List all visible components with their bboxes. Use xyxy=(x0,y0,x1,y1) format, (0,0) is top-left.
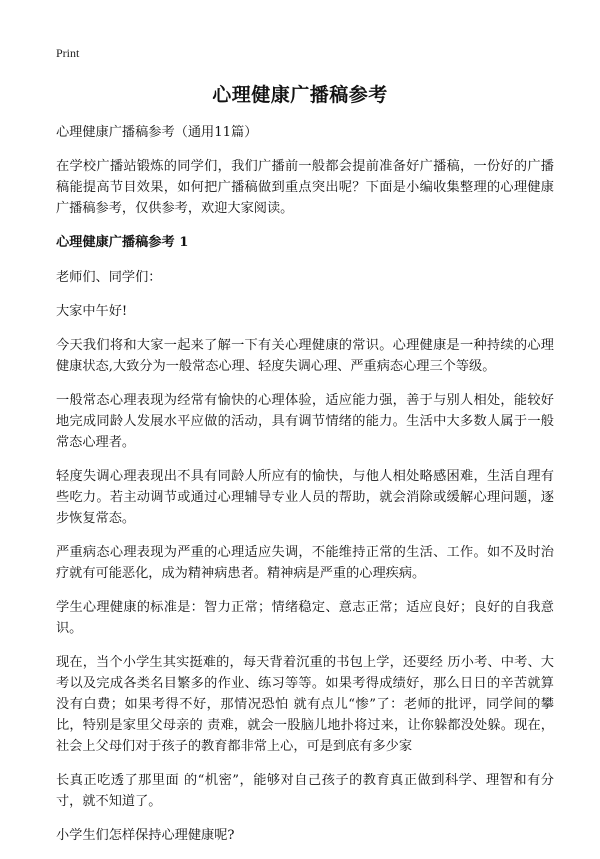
document-title: 心理健康广播稿参考 xyxy=(212,84,388,106)
document-body xyxy=(56,122,554,859)
paragraph: 一般常态心理表现为经常有愉快的心理体验，适应能力强，善于与别人相处，能较好地完成同龄人发展水平应做的活动，具有调节情绪的能力。生活中大多数人属于一般常态心理者。 xyxy=(56,393,554,450)
paragraph: 心理健康广播稿参考（通用11篇） xyxy=(56,125,258,140)
paragraph: 小学生们怎样保持心理健康呢? xyxy=(56,828,235,843)
paragraph: 轻度失调心理表现出不具有同龄人所应有的愉快，与他人相处略感困难，生活自理有些吃力。若主动调节或通过心理辅导专业人员的帮助，就会消除或缓解心理问题，逐步恢复常态。 xyxy=(56,469,554,526)
paragraph: 大家中午好! xyxy=(56,304,128,319)
paragraph: 学生心理健康的标准是：智力正常；情绪稳定、意志正常；适应良好；良好的自我意识。 xyxy=(56,600,554,636)
paragraph: 老师们、同学们： xyxy=(56,270,162,285)
paragraph: 严重病态心理表现为严重的心理适应失调，不能维持正常的生活、工作。如不及时治疗就有可能恶化，成为精神病患者。精神病是严重的心理疾病。 xyxy=(56,545,554,581)
section-heading: 心理健康广播稿参考 1 xyxy=(56,235,189,250)
print-link[interactable]: Print xyxy=(56,46,80,60)
paragraph: 在学校广播站锻炼的同学们，我们广播前一般都会提前准备好广播稿，一份好的广播稿能提高节目效果，如何把广播稿做到重点突出呢？下面是小编收集整理的心理健康广播稿参考，仅供参考，欢迎大家阅读。 xyxy=(56,159,554,216)
paragraph: 长真正吃透了那里面 的“机密”，能够对自己孩子的教育真正做到科学、理智和有分寸，就不知道了。 xyxy=(56,773,554,809)
paragraph: 今天我们将和大家一起来了解一下有关心理健康的常识。心理健康是一种持续的心理健康状态,大致分为一般常态心理、轻度失调心理、严重病态心理三个等级。 xyxy=(56,338,554,374)
paragraph: 现在，当个小学生其实挺难的，每天背着沉重的书包上学，还要经 历小考、中考、大考以及完成各类名目繁多的作业、练习等等。如果考得成绩好，那么日日的辛苦就算没有白费；如果考得不好，那情况恐怕 就有点儿“惨”了：老师的批评，同学间的攀比，特别是家里父母亲的 责难，就会一股脑儿地扑将过来，让你躲都没处躲。现在，社会上父母们对于孩子的教育都非常上心，可是到底有多少家 xyxy=(56,655,554,754)
